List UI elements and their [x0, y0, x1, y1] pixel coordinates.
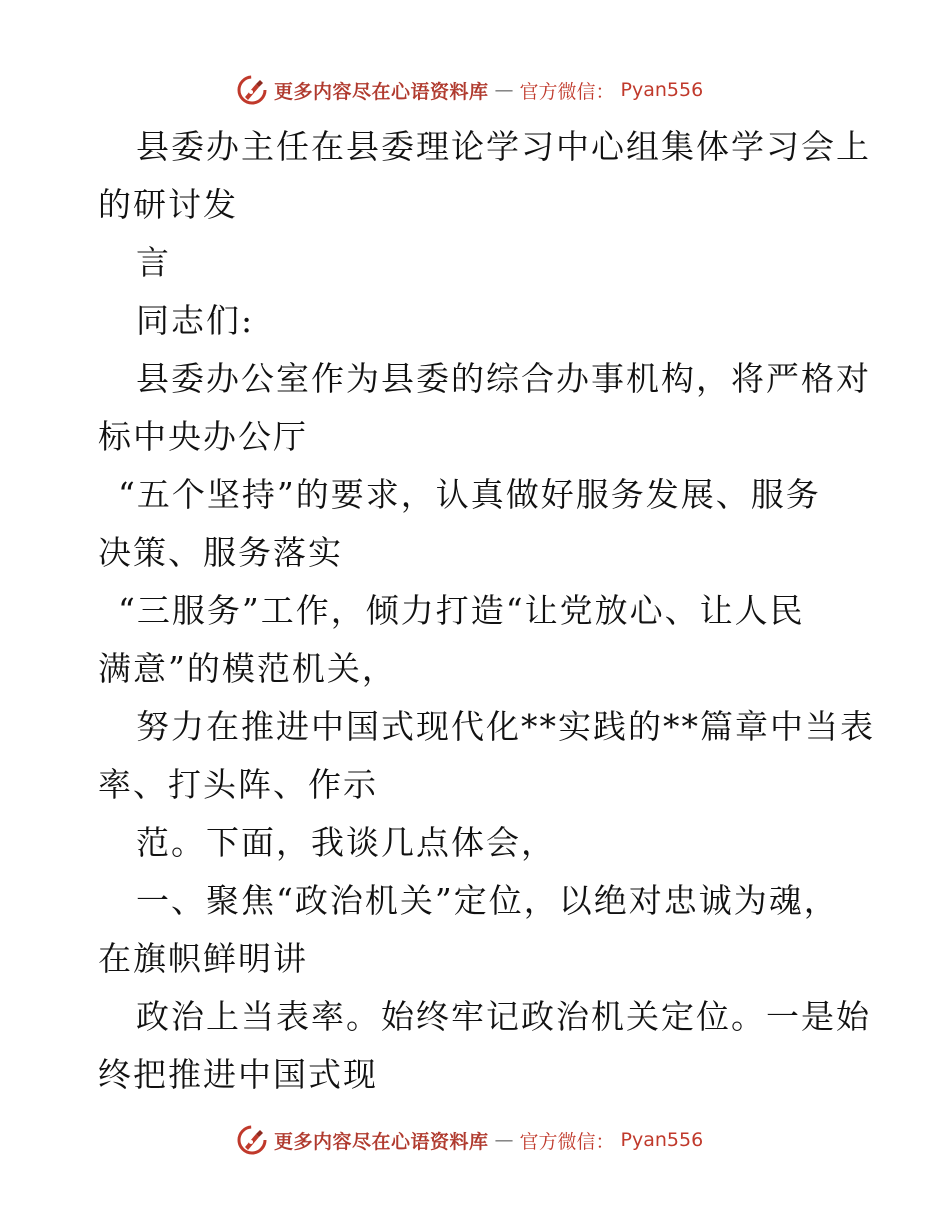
text-line: 言 [136, 243, 171, 282]
text-line: 决策、服务落实 [98, 533, 343, 572]
header-watermark [236, 73, 703, 107]
watermark-sub-text: 官方微信： [519, 80, 615, 103]
text-line: 范。下面，我谈几点体会， [136, 823, 556, 862]
watermark-sub-text: 官方微信： [519, 1130, 615, 1153]
text-line: 标中央办公厅 [98, 417, 308, 456]
text-line: 县委办公室作为县委的综合办事机构，将严格对 [136, 359, 871, 398]
watermark-separator: — [494, 1129, 514, 1151]
text-line: 同志们: [136, 301, 255, 340]
watermark-wechat-id: Pyan556 [620, 1129, 704, 1151]
text-line: 率、打头阵、作示 [98, 765, 378, 804]
footer-watermark [236, 1123, 703, 1157]
text-line: 一、聚焦“政治机关”定位，以绝对忠诚为魂， [136, 881, 839, 920]
text-line: 终把推进中国式现 [98, 1055, 378, 1094]
pen-logo-icon [236, 74, 268, 106]
watermark-wechat-id: Pyan556 [620, 79, 704, 101]
document-body [98, 118, 875, 1104]
watermark-separator: — [494, 79, 514, 101]
text-line: 努力在推进中国式现代化**实践的**篇章中当表 [136, 707, 875, 746]
text-line: 在旗帜鲜明讲 [98, 939, 308, 978]
text-line: 政治上当表率。始终牢记政治机关定位。一是始 [136, 997, 871, 1036]
text-line: “五个坚持”的要求，认真做好服务发展、服务 [118, 475, 821, 514]
watermark-main-text: 更多内容尽在心语资料库 [274, 1130, 489, 1153]
text-line: 的研讨发 [98, 185, 238, 224]
watermark-main-text: 更多内容尽在心语资料库 [274, 80, 489, 103]
text-line: 县委办主任在县委理论学习中心组集体学习会上 [136, 127, 871, 166]
pen-logo-icon [236, 1124, 268, 1156]
text-line: 满意”的模范机关， [98, 649, 397, 688]
text-line: “三服务”工作，倾力打造“让党放心、让人民 [118, 591, 805, 630]
